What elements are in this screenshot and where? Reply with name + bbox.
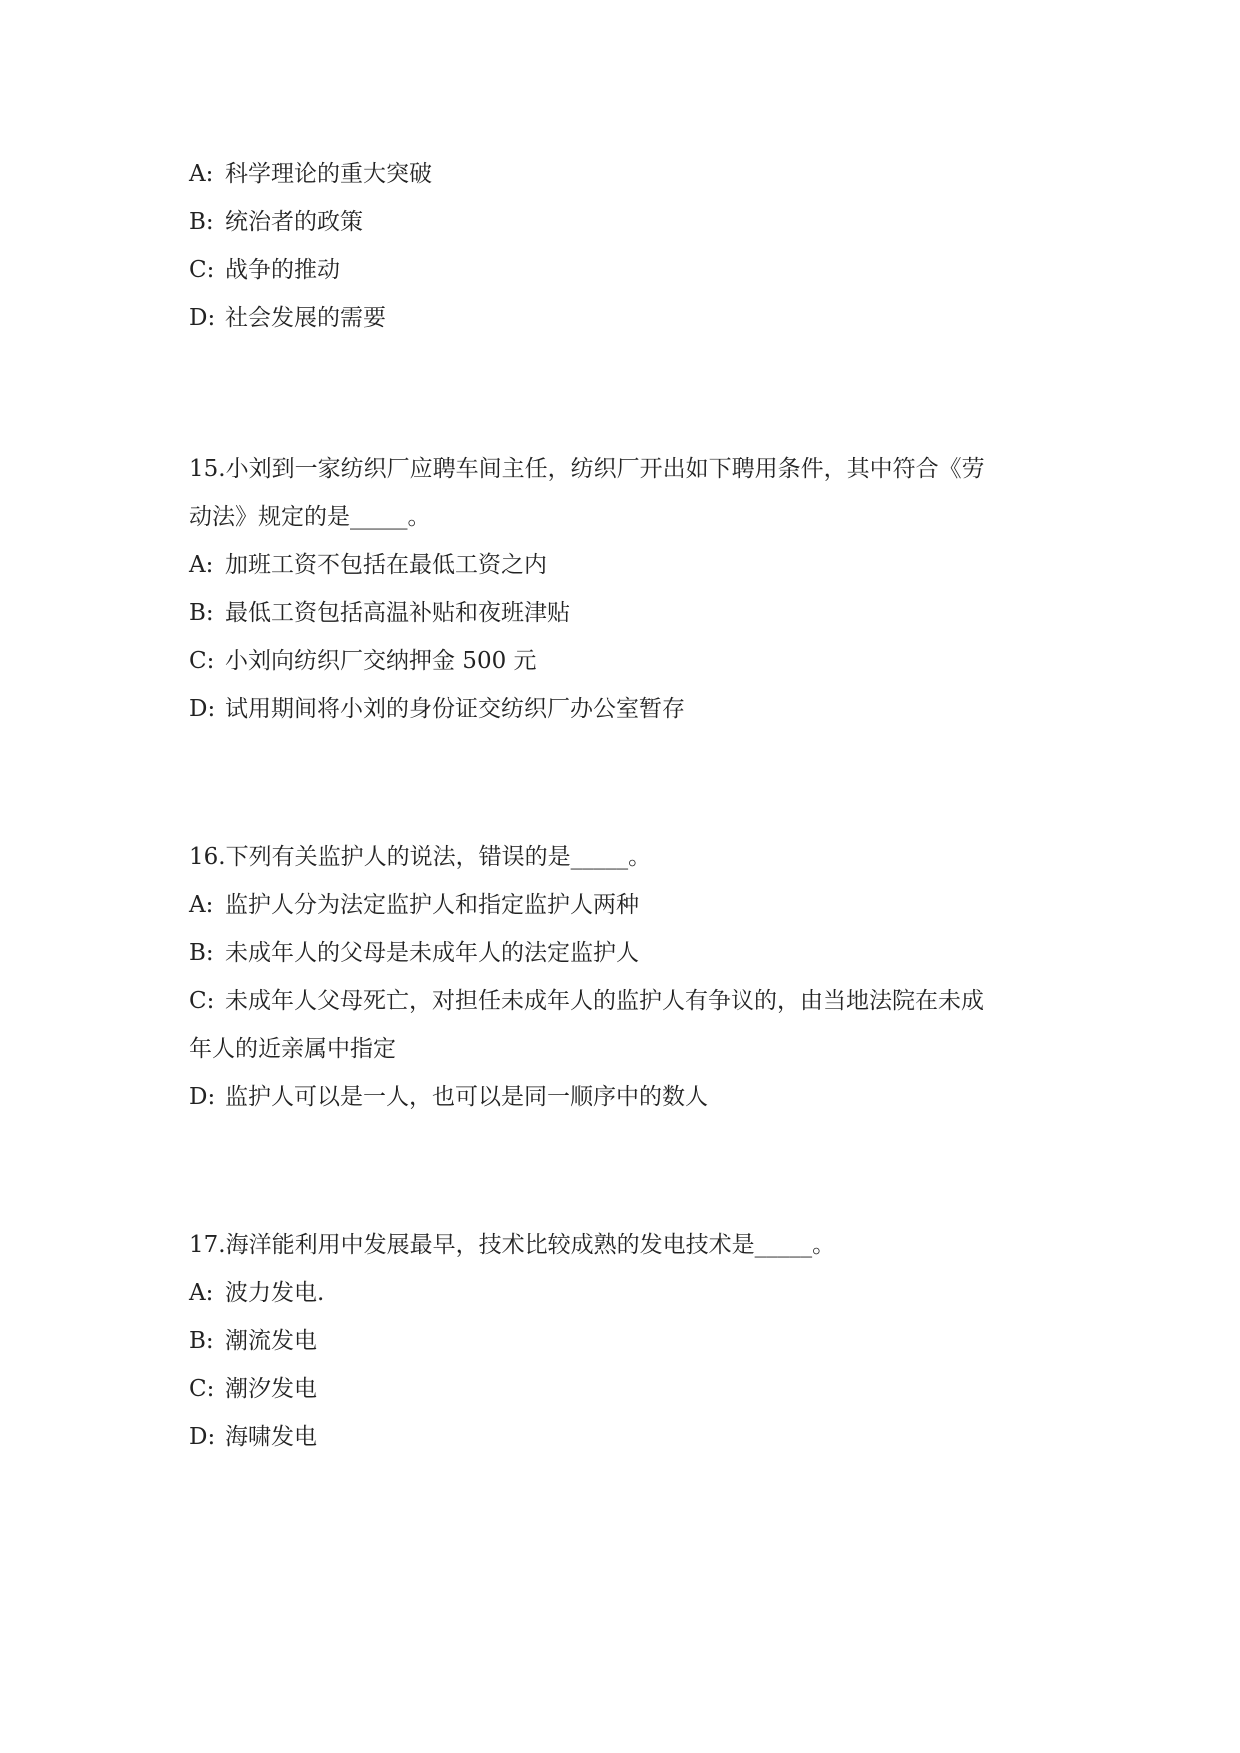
q15-option-b: B: 最低工资包括高温补贴和夜班津贴 [189,600,570,626]
q17-option-a: A: 波力发电. [189,1280,325,1306]
q15-stem-line1: 15.小刘到一家纺织厂应聘车间主任，纺织厂开出如下聘用条件，其中符合《劳 [189,456,985,482]
q14-option-d: D: 社会发展的需要 [189,305,386,331]
q14-option-b: B: 统治者的政策 [189,209,363,235]
q14-option-c: C: 战争的推动 [189,257,340,283]
q15-stem-line2: 动法》规定的是_____。 [189,504,431,530]
q15-option-d: D: 试用期间将小刘的身份证交纺织厂办公室暂存 [189,696,685,722]
q16-option-b: B: 未成年人的父母是未成年人的法定监护人 [189,940,639,966]
q15-option-c: C: 小刘向纺织厂交纳押金 500 元 [189,648,537,674]
q16-option-d: D: 监护人可以是一人，也可以是同一顺序中的数人 [189,1084,708,1110]
q17-stem: 17.海洋能利用中发展最早，技术比较成熟的发电技术是_____。 [189,1232,836,1258]
q14-option-a: A: 科学理论的重大突破 [189,161,432,187]
q16-option-c: C: 未成年人父母死亡，对担任未成年人的监护人有争议的，由当地法院在未成 [189,988,984,1014]
q16-stem: 16.下列有关监护人的说法，错误的是_____。 [189,844,652,870]
q16-option-c-continued: 年人的近亲属中指定 [189,1036,396,1062]
q17-option-b: B: 潮流发电 [189,1328,317,1354]
q17-option-d: D: 海啸发电 [189,1424,317,1450]
q16-option-a: A: 监护人分为法定监护人和指定监护人两种 [189,892,639,918]
q15-option-a: A: 加班工资不包括在最低工资之内 [189,552,547,578]
q17-option-c: C: 潮汐发电 [189,1376,317,1402]
